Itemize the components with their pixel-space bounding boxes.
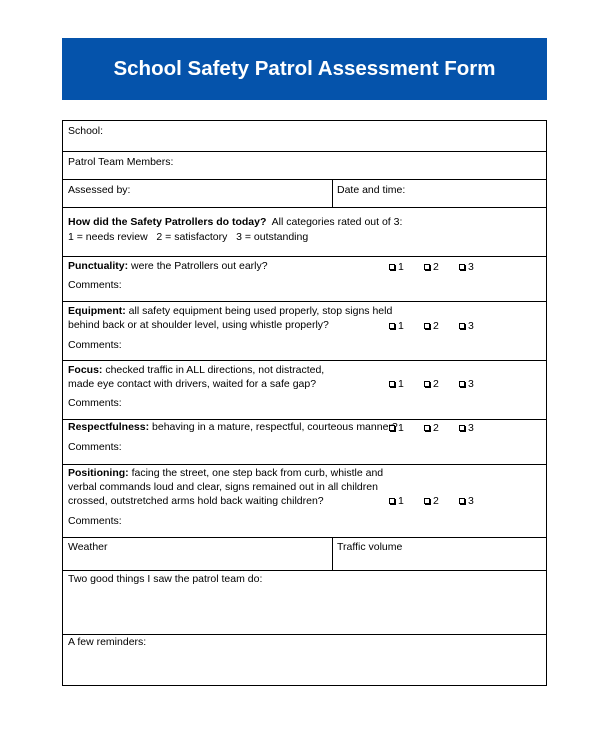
comments-field[interactable]: Comments: bbox=[68, 279, 122, 291]
rating-1-checkbox[interactable]: 1 bbox=[389, 378, 424, 390]
rating-2-checkbox[interactable]: 2 bbox=[424, 320, 459, 332]
category-description: Positioning: facing the street, one step back from curb, whistle and bbox=[68, 467, 384, 479]
checkbox-icon bbox=[424, 381, 430, 387]
category-row bbox=[63, 361, 546, 420]
category-row bbox=[63, 302, 546, 361]
assessment-form bbox=[62, 120, 547, 686]
rating-2-checkbox[interactable]: 2 bbox=[424, 422, 459, 434]
team-members-label: Patrol Team Members: bbox=[68, 156, 174, 168]
rating-3-checkbox[interactable]: 3 bbox=[459, 378, 494, 390]
category-description-line-3: crossed, outstretched arms hold back waiting children? bbox=[68, 495, 324, 507]
title-banner bbox=[62, 38, 547, 100]
team-members-row[interactable] bbox=[63, 152, 546, 180]
rating-checkboxes bbox=[389, 422, 494, 434]
checkbox-icon bbox=[459, 498, 465, 504]
rating-2-checkbox[interactable]: 2 bbox=[424, 378, 459, 390]
good-things-label: Two good things I saw the patrol team do: bbox=[68, 573, 263, 585]
rating-checkboxes bbox=[389, 378, 494, 390]
school-label: School: bbox=[68, 125, 104, 137]
category-description-line-2: behind back or at shoulder level, using whistle properly? bbox=[68, 319, 329, 331]
checkbox-icon bbox=[424, 264, 430, 270]
instructions-line-2: 1 = needs review 2 = satisfactory 3 = outstanding bbox=[68, 231, 309, 243]
checkbox-icon bbox=[424, 498, 430, 504]
checkbox-icon bbox=[389, 264, 395, 270]
school-row[interactable] bbox=[63, 121, 546, 152]
category-row bbox=[63, 257, 546, 302]
instructions-line-1 bbox=[68, 215, 402, 230]
category-row bbox=[63, 465, 546, 538]
category-description: Equipment: all safety equipment being used properly, stop signs held bbox=[68, 305, 393, 317]
instructions-scale-note: All categories rated out of 3: bbox=[271, 216, 403, 228]
reminders-label: A few reminders: bbox=[68, 636, 147, 648]
rating-1-checkbox[interactable]: 1 bbox=[389, 261, 424, 273]
checkbox-icon bbox=[389, 498, 395, 504]
checkbox-icon bbox=[389, 425, 395, 431]
rating-3-checkbox[interactable]: 3 bbox=[459, 495, 494, 507]
rating-instructions bbox=[63, 208, 546, 257]
rating-2-checkbox[interactable]: 2 bbox=[424, 261, 459, 273]
rating-checkboxes bbox=[389, 320, 494, 332]
rating-1-checkbox[interactable]: 1 bbox=[389, 320, 424, 332]
rating-2-checkbox[interactable]: 2 bbox=[424, 495, 459, 507]
category-name: Respectfulness: bbox=[68, 421, 150, 433]
rating-3-checkbox[interactable]: 3 bbox=[459, 261, 494, 273]
checkbox-icon bbox=[459, 425, 465, 431]
instructions-question: How did the Safety Patrollers do today? bbox=[68, 216, 267, 228]
date-time-field[interactable]: Date and time: bbox=[337, 184, 406, 196]
comments-field[interactable]: Comments: bbox=[68, 441, 122, 453]
category-description: Focus: checked traffic in ALL directions, not distracted, bbox=[68, 364, 325, 376]
checkbox-icon bbox=[424, 323, 430, 329]
comments-field[interactable]: Comments: bbox=[68, 397, 122, 409]
conditions-row bbox=[63, 538, 546, 571]
weather-field[interactable]: Weather bbox=[68, 541, 108, 553]
column-divider bbox=[332, 180, 333, 207]
checkbox-icon bbox=[389, 323, 395, 329]
checkbox-icon bbox=[459, 323, 465, 329]
comments-field[interactable]: Comments: bbox=[68, 515, 122, 527]
category-row bbox=[63, 420, 546, 465]
rating-checkboxes bbox=[389, 495, 494, 507]
category-description: Respectfulness: behaving in a mature, respectful, courteous manner? bbox=[68, 421, 398, 433]
category-description: Punctuality: were the Patrollers out early? bbox=[68, 260, 268, 272]
rating-3-checkbox[interactable]: 3 bbox=[459, 422, 494, 434]
column-divider bbox=[332, 538, 333, 570]
reminders-row[interactable] bbox=[63, 635, 546, 685]
page-title: School Safety Patrol Assessment Form bbox=[113, 57, 496, 80]
checkbox-icon bbox=[459, 264, 465, 270]
category-name: Focus: bbox=[68, 364, 103, 376]
checkbox-icon bbox=[389, 381, 395, 387]
category-description-line-2: verbal commands loud and clear, signs remained out in all children bbox=[68, 481, 378, 493]
checkbox-icon bbox=[459, 381, 465, 387]
assessed-row bbox=[63, 180, 546, 208]
rating-1-checkbox[interactable]: 1 bbox=[389, 495, 424, 507]
category-name: Equipment: bbox=[68, 305, 126, 317]
assessed-by-field[interactable]: Assessed by: bbox=[68, 184, 131, 196]
category-name: Positioning: bbox=[68, 467, 129, 479]
rating-3-checkbox[interactable]: 3 bbox=[459, 320, 494, 332]
rating-1-checkbox[interactable]: 1 bbox=[389, 422, 424, 434]
rating-checkboxes bbox=[389, 261, 494, 273]
comments-field[interactable]: Comments: bbox=[68, 339, 122, 351]
category-description-line-2: made eye contact with drivers, waited for a safe gap? bbox=[68, 378, 317, 390]
category-name: Punctuality: bbox=[68, 260, 129, 272]
good-things-row[interactable] bbox=[63, 571, 546, 635]
traffic-volume-field[interactable]: Traffic volume bbox=[337, 541, 403, 553]
checkbox-icon bbox=[424, 425, 430, 431]
